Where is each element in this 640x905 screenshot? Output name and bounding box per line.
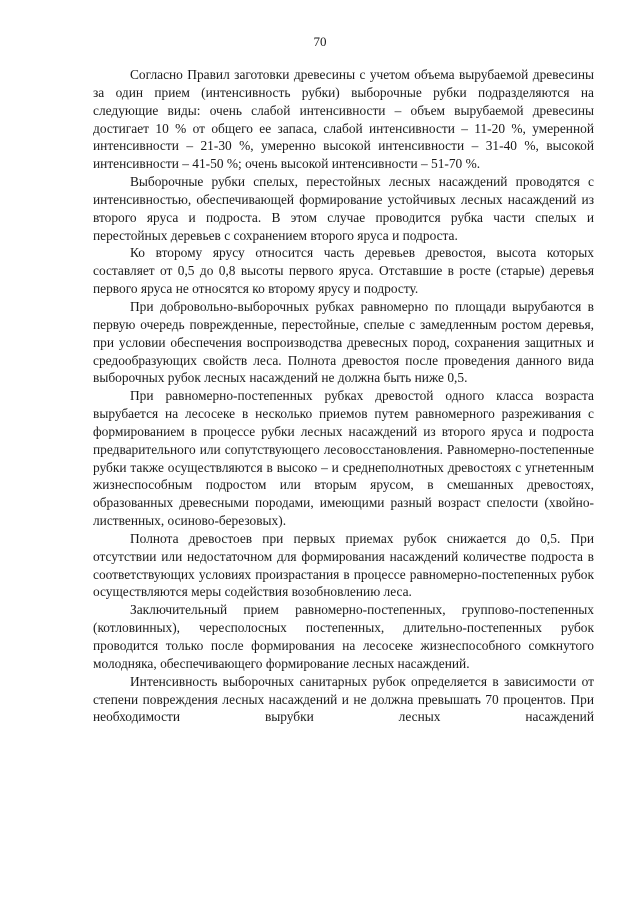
paragraph-voluntary-selective-cutting: При добровольно-выборочных рубках равномерно по площади вырубаются в первую очередь поврежденные, перестойные, спелые с замедленным ростом деревья, при условии обеспечения воспроизводства древесных пород, сохранения защитных и средообразующих свойств леса. Полнота древостоя после проведения данного вида выборочных рубок лесных насаждений не должна быть ниже 0,5. [93, 298, 594, 386]
paragraph-cutting-intensity-classes: Согласно Правил заготовки древесины с учетом объема вырубаемой древесины за один прием (интенсивность рубки) выборочные рубки подразделяются на следующие виды: очень слабой интенсивности – объем вырубаемой древесины достигает 10 % от общего ее запаса, слабой интенсивности – 11-20 %, умеренной интенсивности – 21-30 %, умеренно высокой интенсивности – 31-40 %, высокой интенсивности – 41-50 %; очень высокой интенсивности – 51-70 %. [93, 67, 594, 172]
paragraph-final-cut: Заключительный прием равномерно-постепенных, группово-постепенных (котловинных), чересполосных постепенных, длительно-постепенных рубок проводится только после формирования на лесосеке жизнеспособного сомкнутого молодняка, обеспечивающего формирование лесных насаждений. [93, 602, 594, 671]
paragraph-stand-density-first-cuts: Полнота древостоев при первых приемах рубок снижается до 0,5. При отсутствии или недостаточном для формирования насаждений количестве подроста в соответствующих условиях произрастания в процессе равномерно-постепенных рубок осуществляются меры содействия возобновлению леса. [93, 530, 594, 600]
paragraph-mature-stands-selective-cutting: Выборочные рубки спелых, перестойных лесных насаждений проводятся с интенсивностью, обеспечивающей формирование устойчивых лесных насаждений из второго яруса и подроста. В этом случае проводится рубка части спелых и перестойных деревьев с сохранением второго яруса и подроста. [93, 174, 594, 243]
paragraph-sanitary-cutting-intensity: Интенсивность выборочных санитарных рубок определяется в зависимости от степени повреждения лесных насаждений и не должна превышать 70 процентов. При необходимости вырубки лесных насаждений [93, 673, 594, 725]
document-body [93, 66, 594, 726]
paragraph-second-tier-definition: Ко второму ярусу относится часть деревьев древостоя, высота которых составляет от 0,5 до 0,8 высоты первого яруса. Отставшие в росте (старые) деревья первого яруса не относятся ко второму ярусу и подросту. [93, 245, 594, 297]
paragraph-uniform-gradual-cutting: При равномерно-постепенных рубках древостой одного класса возраста вырубается на лесосеке в несколько приемов путем равномерного разреживания с формированием в процессе рубки лесных насаждений из второго яруса и подроста предварительного или сопутствующего лесовосстановления. Равномерно-постепенные рубки также осуществляются в высоко – и среднеполнотных древостоях с угнетенным жизнеспособным подростом или вторым ярусом, в смешанных древостоях, образованных древесными породами, имеющими разный возраст спелости (хвойно-лиственных, осиново-березовых). [93, 388, 594, 529]
page-number: 70 [313, 34, 327, 49]
